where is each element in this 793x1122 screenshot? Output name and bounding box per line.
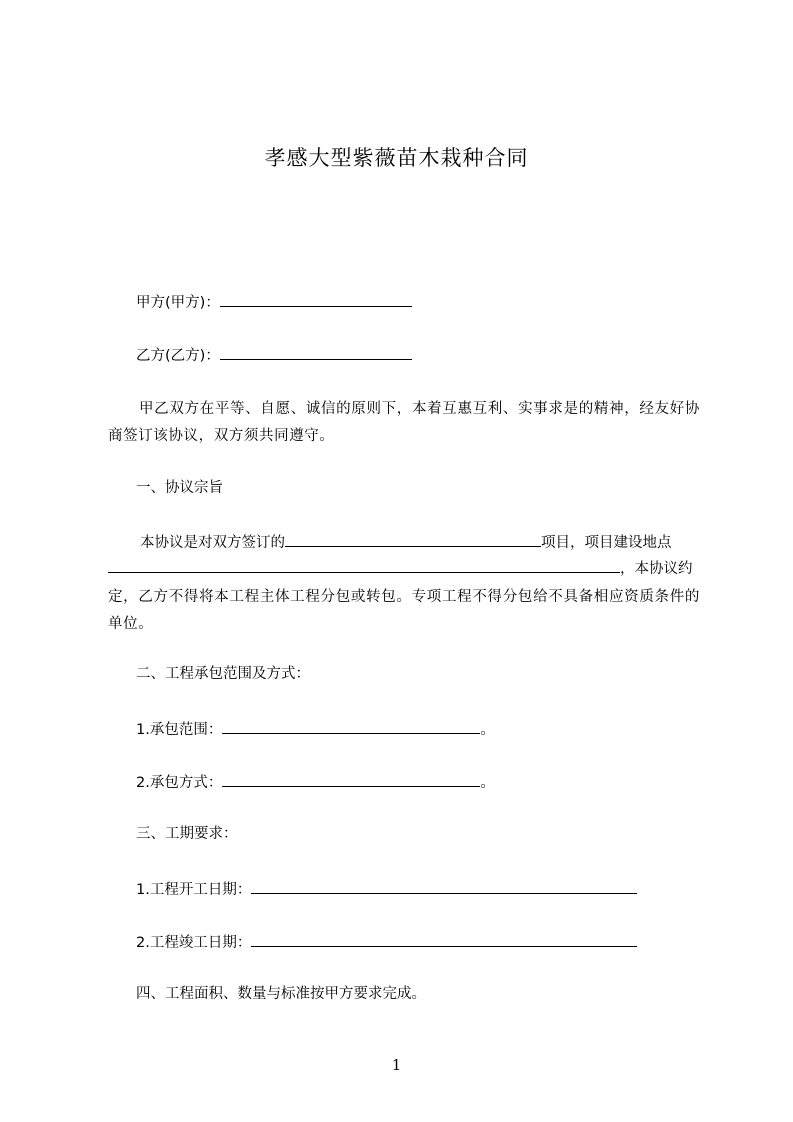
document-title: 孝感大型紫薇苗木栽种合同 [264,146,529,170]
section-1-text-1: 本协议是对双方签订的 [140,535,285,551]
completion-date-label: 2.工程竣工日期： [136,935,252,951]
completion-date-line [136,931,637,953]
contract-method-label: 2.承包方式： [136,775,223,791]
party-b-blank[interactable] [220,344,412,360]
party-b-label: 乙方(乙方)： [136,348,220,364]
contract-scope-end: 。 [480,722,495,738]
contract-scope-line [136,718,495,740]
section-1-paragraph: 定，乙方不得将本工程主体工程分包或转包。专项工程不得分包给不具备相应资质条件的单位。 [108,589,700,632]
section-4-heading: 四、工程面积、数量与标准按甲方要求完成。 [136,986,426,1002]
completion-date-blank[interactable] [251,931,637,947]
section-1-line-1 [140,531,672,553]
contract-method-blank[interactable] [222,771,480,787]
start-date-blank[interactable] [251,878,637,894]
contract-method-line [136,771,495,793]
section-2-heading: 二、工程承包范围及方式： [136,666,310,682]
start-date-line [136,878,637,900]
start-date-label: 1.工程开工日期： [136,882,252,898]
party-a-line [136,291,412,313]
contract-scope-label: 1.承包范围： [136,722,223,738]
project-location-blank[interactable] [108,557,620,573]
section-1-text-2: 项目，项目建设地点 [541,535,672,551]
section-1-heading: 一、协议宗旨 [136,480,223,496]
section-3-heading: 三、工期要求： [136,826,238,842]
section-1-text-3: ，本协议约 [620,561,693,577]
party-a-blank[interactable] [220,291,412,307]
party-b-line [136,344,412,366]
page-number: 1 [391,1056,402,1074]
contract-scope-blank[interactable] [222,718,480,734]
project-name-blank[interactable] [285,531,541,547]
party-a-label: 甲方(甲方)： [136,295,220,311]
contract-method-end: 。 [480,775,495,791]
intro-paragraph: 甲乙双方在平等、自愿、诚信的原则下，本着互惠互利、实事求是的精神，经友好协商签订该协议，双方须共同遵守。 [108,401,700,444]
section-1-line-2 [108,557,693,579]
